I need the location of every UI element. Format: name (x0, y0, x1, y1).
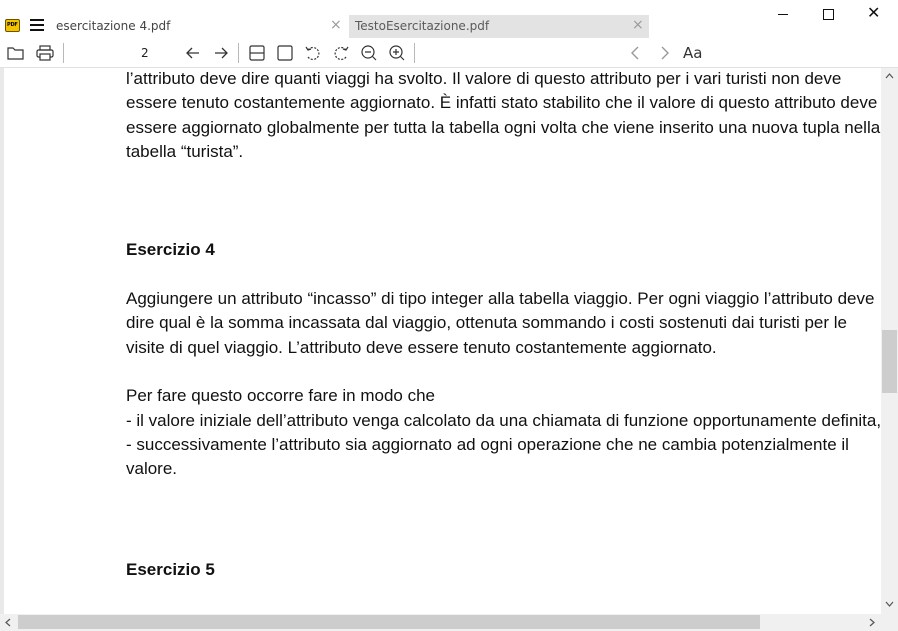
page-layout-icon[interactable] (247, 44, 267, 62)
minimize-button[interactable] (760, 0, 806, 32)
paragraph: Per fare questo occorre fare in modo che (126, 386, 435, 406)
print-icon[interactable] (35, 44, 55, 62)
exercise-heading: Esercizio 4 (126, 239, 215, 259)
text-size-icon[interactable]: Aa (683, 44, 703, 62)
rotate-right-icon[interactable] (331, 44, 351, 62)
tab-testo-esercitazione[interactable] (349, 15, 649, 38)
app-logo-text: PDF (7, 22, 18, 28)
list-item: - successivamente l’attributo sia aggiornato ad ogni operazione che ne cambia potenzialmente il valore. (126, 435, 849, 479)
list-item: - il valore iniziale dell’attributo venga calcolato da una chiamata di funzione opportunamente definita, (126, 410, 881, 430)
horizontal-scroll-thumb[interactable] (18, 615, 760, 629)
zoom-in-icon[interactable] (387, 44, 407, 62)
scroll-right-icon[interactable] (864, 614, 880, 631)
previous-result-icon[interactable] (626, 44, 646, 62)
rotate-left-icon[interactable] (303, 44, 323, 62)
scroll-down-icon[interactable] (881, 596, 898, 612)
close-window-button[interactable] (850, 0, 896, 32)
scroll-up-icon[interactable] (881, 68, 898, 84)
back-arrow-icon[interactable] (183, 44, 203, 62)
toolbar-separator (63, 43, 64, 63)
zoom-out-icon[interactable] (359, 44, 379, 62)
open-folder-icon[interactable] (6, 44, 26, 62)
toolbar-separator (238, 43, 239, 63)
maximize-icon (823, 9, 834, 20)
document-viewer[interactable] (0, 68, 881, 614)
title-bar (0, 0, 898, 40)
paragraph: l’attributo deve dire quanti viaggi ha svolto. Il valore di questo attributo per i vari turisti non deve essere tenuto costantemente aggiornato. È infatti stato stabilito che il valore di questo attributo deve essere aggiornato globalmente per tutta la tabella ogni volta che viene inserito una nuova tupla nella tabella “turista”. (126, 69, 881, 162)
tab-close-icon[interactable]: × (330, 17, 342, 33)
app-logo-icon (5, 19, 20, 32)
fit-page-icon[interactable] (275, 44, 295, 62)
close-icon: ✕ (867, 3, 881, 22)
scrollbar-corner (881, 614, 898, 631)
tab-close-icon[interactable]: × (632, 17, 644, 33)
horizontal-scrollbar[interactable] (0, 614, 881, 631)
menu-icon[interactable] (30, 19, 44, 33)
exercise-heading: Esercizio 5 (126, 559, 215, 579)
minimize-icon (778, 14, 788, 15)
vertical-scroll-thumb[interactable] (882, 330, 897, 393)
tab-label: TestoEsercitazione.pdf (355, 19, 490, 33)
forward-arrow-icon[interactable] (211, 44, 231, 62)
scroll-left-icon[interactable] (0, 614, 16, 631)
vertical-scrollbar[interactable] (881, 68, 898, 614)
tab-label: esercitazione 4.pdf (56, 19, 171, 33)
toolbar (0, 40, 898, 68)
pdf-page (126, 68, 881, 582)
maximize-button[interactable] (805, 0, 851, 32)
page-number-input[interactable] (133, 45, 181, 61)
next-result-icon[interactable] (654, 44, 674, 62)
toolbar-separator (414, 43, 415, 63)
tab-esercitazione-4[interactable] (50, 15, 348, 38)
paragraph: Aggiungere un attributo “incasso” di tipo integer alla tabella viaggio. Per ogni viaggio l’attributo deve dire qual è la somma incassata dal viaggio, ottenuta sommando i costi sostenuti dai turisti per le visite di quel viaggio. L’attributo deve essere tenuto costantemente aggiornato. (126, 289, 875, 357)
